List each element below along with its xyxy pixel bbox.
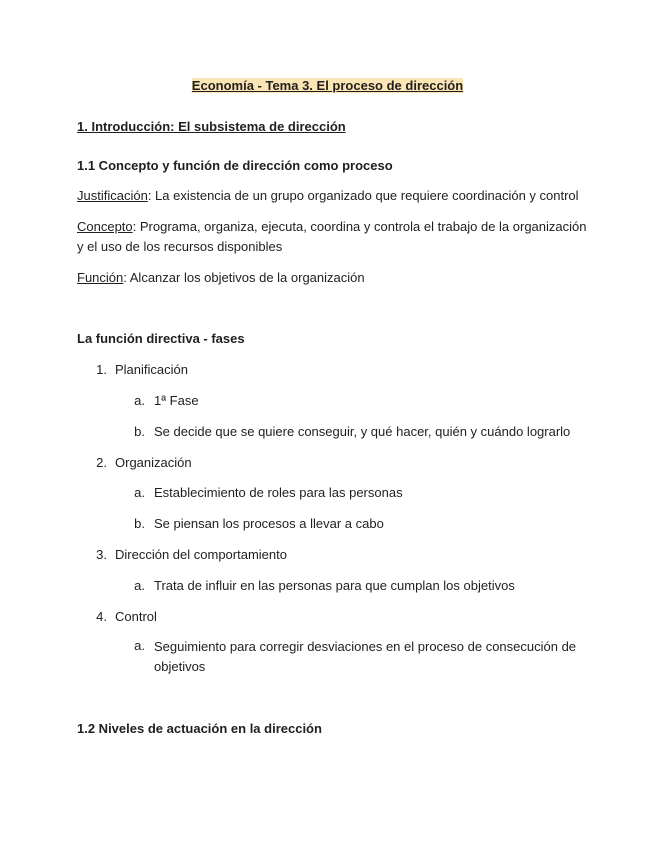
concepto-label: Concepto — [77, 219, 133, 234]
justificacion-text: : La existencia de un grupo organizado que requiere coordinación y control — [147, 188, 579, 203]
justificacion-label: Justificación — [77, 188, 148, 203]
paragraph-concepto-continuation: y el uso de los recursos disponibles — [77, 239, 283, 254]
subsection-heading-1-1: 1.1 Concepto y función de dirección como proceso — [77, 158, 393, 173]
document-page: Economía - Tema 3. El proceso de dirección 1. Introducción: El subsistema de dirección 1.1 Concepto y función de dirección como proceso Justificación: La existencia de un grupo organizado que requiere coordinación y control Concepto: Programa, organiza, ejecuta, coordina y controla el trabajo de la organización y el uso de los recursos disponibles Función: Alcanzar los objetivos de la organización La función directiva - fases 1. Planificación a. 1ª Fase b. Se decide que se quiere conseguir, y qué hacer, quién y cuándo lograrlo 2. Organización a. Establecimiento de roles para las personas b. Se piensan los procesos a llevar a cabo 3. Dirección del comportamiento a. Trata de influir en las personas para que cumplan los objetivos 4. Control a. Seguimiento para corregir desviaciones en el proceso de consecución de objetivos 1.2 Niveles de actuación en la dirección — [0, 0, 655, 848]
paragraph-concepto — [77, 218, 586, 236]
subsection-heading-1-2: 1.2 Niveles de actuación en la dirección — [77, 721, 322, 736]
concepto-text: : Programa, organiza, ejecuta, coordina y controla el trabajo de la organización — [132, 219, 587, 234]
document-title: Economía - Tema 3. El proceso de dirección — [191, 78, 464, 93]
paragraph-justificacion — [77, 187, 579, 205]
funcion-text: : Alcanzar los objetivos de la organización — [123, 270, 365, 285]
section-heading-introduccion: 1. Introducción: El subsistema de dirección — [77, 119, 346, 134]
funcion-label: Función — [77, 270, 124, 285]
phases-heading: La función directiva - fases — [77, 331, 245, 346]
paragraph-funcion — [77, 269, 365, 287]
